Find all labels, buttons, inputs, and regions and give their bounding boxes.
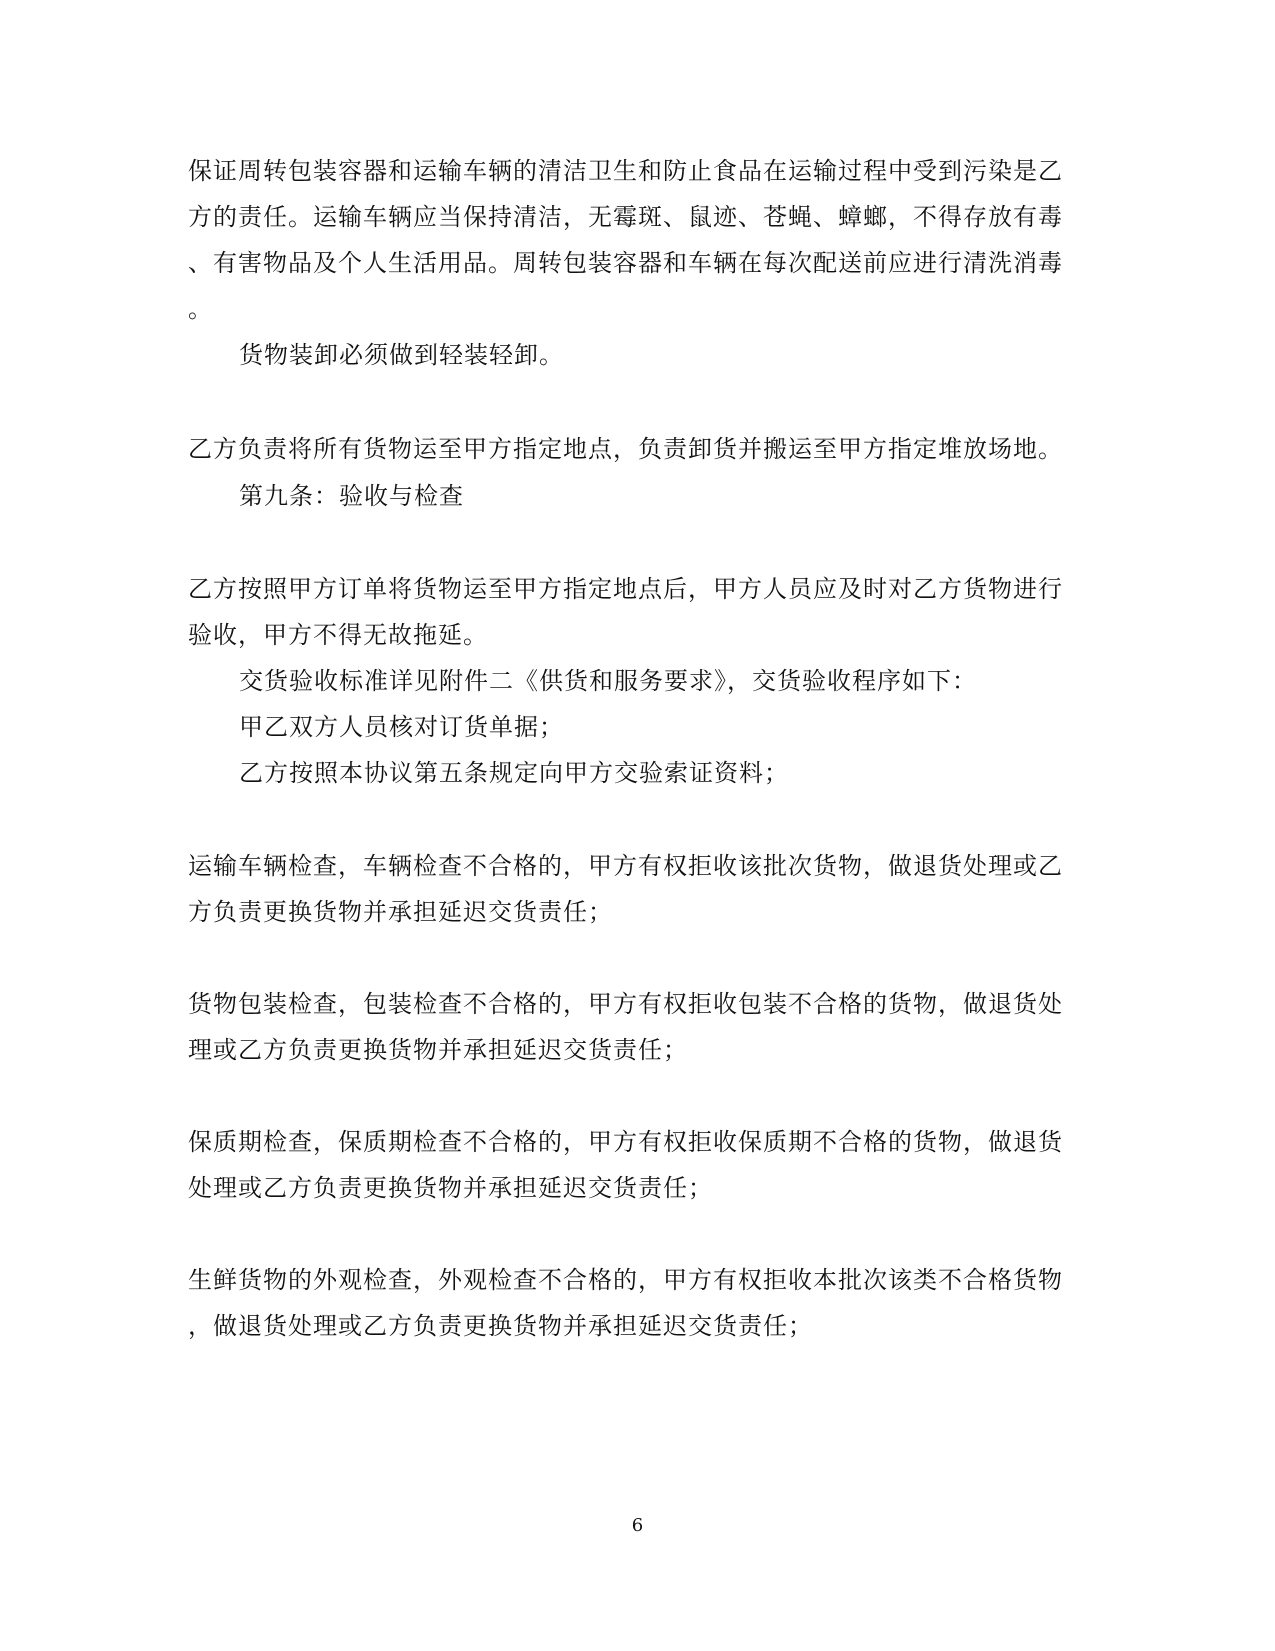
text-line: 交货验收标准详见附件二《供货和服务要求》，交货验收程序如下： — [239, 667, 977, 695]
page-number: 6 — [631, 1515, 644, 1536]
text-line: 乙方按照甲方订单将货物运至甲方指定地点后，甲方人员应及时对乙方货物进行 — [188, 575, 1063, 603]
text-line: 保证周转包装容器和运输车辆的清洁卫生和防止食品在运输过程中受到污染是乙 — [188, 157, 1063, 185]
text-line: ，做退货处理或乙方负责更换货物并承担延迟交货责任； — [188, 1312, 813, 1340]
text-line: 处理或乙方负责更换货物并承担延迟交货责任； — [188, 1174, 713, 1202]
text-line: 货物包装检查，包装检查不合格的，甲方有权拒收包装不合格的货物，做退货处 — [188, 990, 1063, 1018]
text-line: 运输车辆检查，车辆检查不合格的，甲方有权拒收该批次货物，做退货处理或乙 — [188, 852, 1063, 880]
text-line: 货物装卸必须做到轻装轻卸。 — [239, 341, 564, 369]
text-line: 理或乙方负责更换货物并承担延迟交货责任； — [188, 1036, 688, 1064]
text-line: 甲乙双方人员核对订货单据； — [239, 713, 564, 741]
text-line: 乙方负责将所有货物运至甲方指定地点，负责卸货并搬运至甲方指定堆放场地。 — [188, 435, 1063, 463]
text-line: 方负责更换货物并承担延迟交货责任； — [188, 898, 613, 926]
text-line: 验收，甲方不得无故拖延。 — [188, 621, 488, 649]
text-line: 乙方按照本协议第五条规定向甲方交验索证资料； — [239, 759, 789, 787]
text-line: 。 — [188, 295, 213, 323]
text-line: 保质期检查，保质期检查不合格的，甲方有权拒收保质期不合格的货物，做退货 — [188, 1128, 1063, 1156]
text-line: 生鲜货物的外观检查，外观检查不合格的，甲方有权拒收本批次该类不合格货物 — [188, 1266, 1063, 1294]
text-line: 方的责任。运输车辆应当保持清洁，无霉斑、鼠迹、苍蝇、蟑螂，不得存放有毒 — [188, 203, 1063, 231]
text-line: 、有害物品及个人生活用品。周转包装容器和车辆在每次配送前应进行清洗消毒 — [188, 249, 1063, 277]
section-heading: 第九条：验收与检查 — [239, 482, 464, 510]
